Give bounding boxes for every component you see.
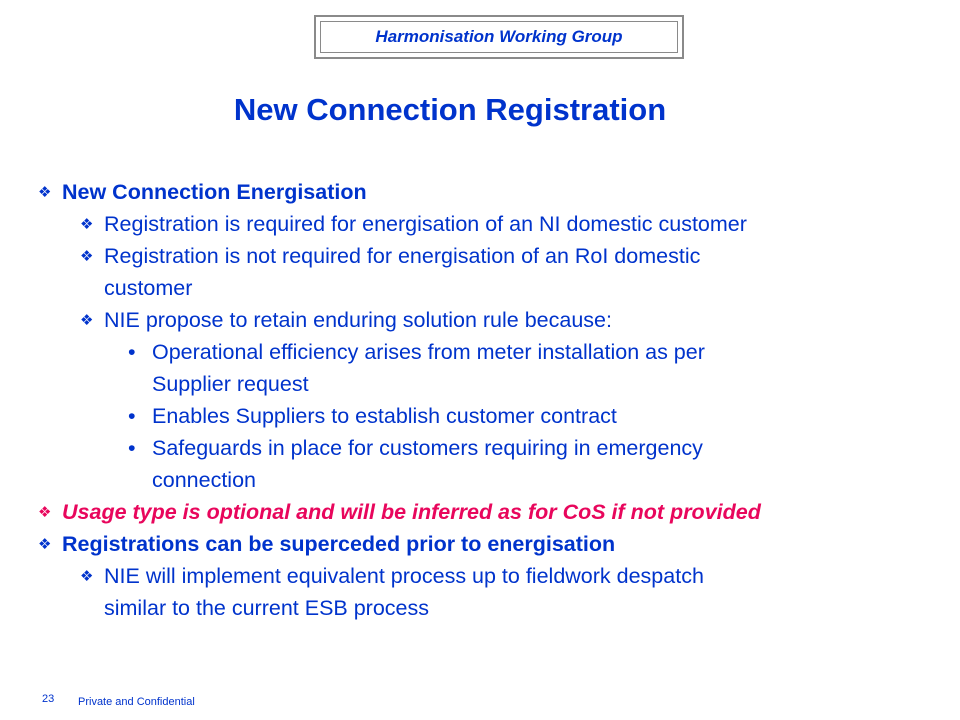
sub-bullet-continuation: Supplier request <box>152 372 309 396</box>
sub-bullet-operational-efficiency <box>38 336 948 368</box>
diamond-bullet-icon: ❖ <box>38 503 52 521</box>
bullet-continuation: similar to the current ESB process <box>104 596 430 620</box>
bullet-registration-required-ni <box>38 208 948 240</box>
bullet-continuation: customer <box>104 276 193 300</box>
bullet-text: Registration is not required for energisation of an RoI domestic <box>104 244 701 268</box>
header-box <box>314 15 684 59</box>
sub-bullet-enables-suppliers <box>38 400 948 432</box>
bullet-text: Registration is required for energisation of an NI domestic customer <box>104 212 747 236</box>
header-group-name: Harmonisation Working Group <box>375 27 623 46</box>
bullet-text: Operational efficiency arises from meter installation as per <box>152 340 705 364</box>
bullet-nie-implement <box>38 560 948 592</box>
bullet-text: NIE propose to retain enduring solution rule because: <box>104 308 612 332</box>
bullet-text: New Connection Energisation <box>62 180 367 204</box>
bullet-text: Enables Suppliers to establish customer contract <box>152 404 617 428</box>
bullet-registrations-superceded <box>38 528 948 560</box>
sub-bullet-safeguards <box>38 432 948 464</box>
dot-bullet-icon: • <box>128 404 136 428</box>
page-number: 23 <box>42 693 55 705</box>
bullet-text: Registrations can be superceded prior to energisation <box>62 532 616 556</box>
bullet-text: Usage type is optional and will be inferred as for CoS if not provided <box>62 500 761 524</box>
bullet-text: Safeguards in place for customers requiring in emergency <box>152 436 703 460</box>
footer-confidentiality: Private and Confidential <box>78 696 195 708</box>
bullet-new-connection-energisation <box>38 176 948 208</box>
diamond-bullet-icon: ❖ <box>80 567 94 585</box>
diamond-bullet-icon: ❖ <box>80 215 94 233</box>
slide-title: New Connection Registration <box>233 92 667 127</box>
diamond-bullet-icon: ❖ <box>38 535 52 553</box>
bullet-usage-type-optional <box>38 496 948 528</box>
dot-bullet-icon: • <box>128 340 136 364</box>
slide-content <box>38 176 948 624</box>
diamond-bullet-icon: ❖ <box>38 183 52 201</box>
dot-bullet-icon: • <box>128 436 136 460</box>
diamond-bullet-icon: ❖ <box>80 247 94 265</box>
bullet-registration-not-required-roi <box>38 240 948 272</box>
sub-bullet-continuation: connection <box>152 468 256 492</box>
diamond-bullet-icon: ❖ <box>80 311 94 329</box>
bullet-text: NIE will implement equivalent process up to fieldwork despatch <box>104 564 704 588</box>
bullet-nie-propose <box>38 304 948 336</box>
